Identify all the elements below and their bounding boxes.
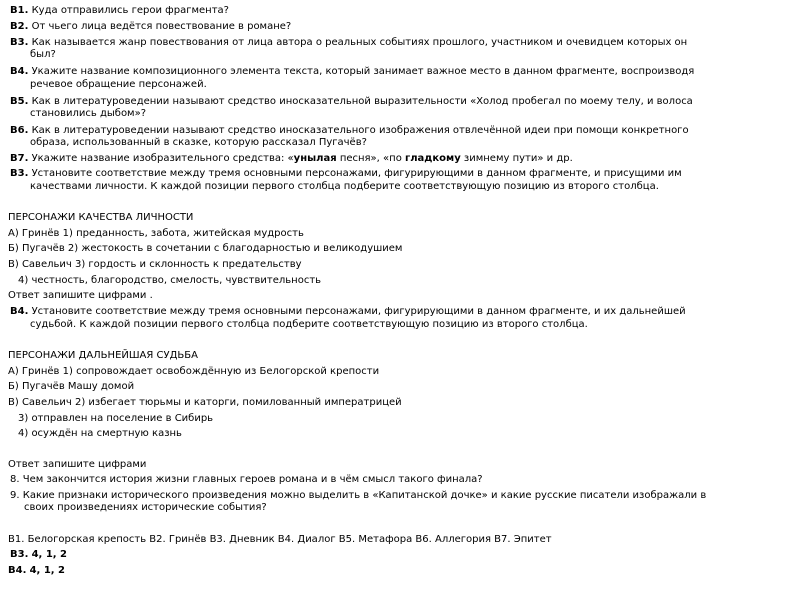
table1-answer-prompt: Ответ запишите цифрами . [8,290,153,301]
question-b4-match-cont: судьбой. К каждой позиции первого столбца подберите соответствующую позицию из второго столбца. [30,319,588,330]
question-b2: В2. От чьего лица ведётся повествование в романе? [10,21,292,32]
question-b3: В3. Как называется жанр повествования от лица автора о реальных событиях прошлого, участником и очевидцем которых он [10,37,688,48]
table1-row: Б) Пугачёв 2) жестокость в сочетании с благодарностью и великодушием [8,243,403,254]
question-b3-match-cont: качествами личности. К каждой позиции первого столбца подберите соответствующую позицию из второго столбца. [30,181,659,192]
question-b6-cont: образа, использованный в сказке, которую рассказал Пугачёв? [30,137,367,148]
answer-b4: В4. 4, 1, 2 [8,565,66,576]
table2-row: Б) Пугачёв Машу домой [8,381,135,392]
question-b5: В5. Как в литературоведении называют средство иносказательной выразительности «Холод пробегал по моему телу, и волоса [10,96,693,107]
table1-row: А) Гринёв 1) преданность, забота, житейская мудрость [8,228,304,239]
question-b4-match: В4. Установите соответствие между тремя основными персонажами, фигурирующими в данном фрагменте, и их дальнейшей [10,306,686,317]
table1-row: В) Савельич 3) гордость и склонность к предательству [8,259,302,270]
question-8: 8. Чем закончится история жизни главных героев романа и в чём смысл такого финала? [10,474,483,485]
question-b7: В7. Укажите название изобразительного средства: «унылая песня», «по гладкому зимнему пути» и др. [10,153,573,164]
table2-row: А) Гринёв 1) сопровождает освобождённую из Белогорской крепости [8,366,380,377]
question-b4: В4. Укажите название композиционного элемента текста, который занимает важное место в данном фрагменте, воспроизводя [10,66,695,77]
answers-line: В1. Белогорская крепость В2. Гринёв В3. Дневник В4. Диалог В5. Метафора В6. Аллегория В7. Эпитет [8,534,552,545]
question-9: 9. Какие признаки исторического произведения можно выделить в «Капитанской дочке» и какие русские писатели изображали в [10,490,707,501]
table2-row: В) Савельич 2) избегает тюрьмы и каторги, помилованный императрицей [8,397,402,408]
table1-row: 4) честность, благородство, смелость, чувствительность [18,275,322,286]
question-b6: В6. Как в литературоведении называют средство иносказательного изображения отвлечённой идеи при помощи конкретного [10,125,689,136]
question-b3-match: В3. Установите соответствие между тремя основными персонажами, фигурирующими в данном фрагменте, и присущими им [10,168,682,179]
answer-b3: В3. 4, 1, 2 [10,549,68,560]
question-9-cont: своих произведениях исторические события? [24,502,267,513]
table1-header: ПЕРСОНАЖИ КАЧЕСТВА ЛИЧНОСТИ [8,212,194,223]
table2-answer-prompt: Ответ запишите цифрами [8,459,147,470]
table2-header: ПЕРСОНАЖИ ДАЛЬНЕЙШАЯ СУДЬБА [8,350,198,361]
question-b3-cont: был? [30,49,56,60]
question-b4-cont: речевое обращение персонажей. [30,79,207,90]
question-b5-cont: становились дыбом»? [30,108,147,119]
table2-row: 3) отправлен на поселение в Сибирь [18,413,214,424]
table2-row: 4) осуждён на смертную казнь [18,428,182,439]
question-b1: В1. Куда отправились герои фрагмента? [10,5,229,16]
